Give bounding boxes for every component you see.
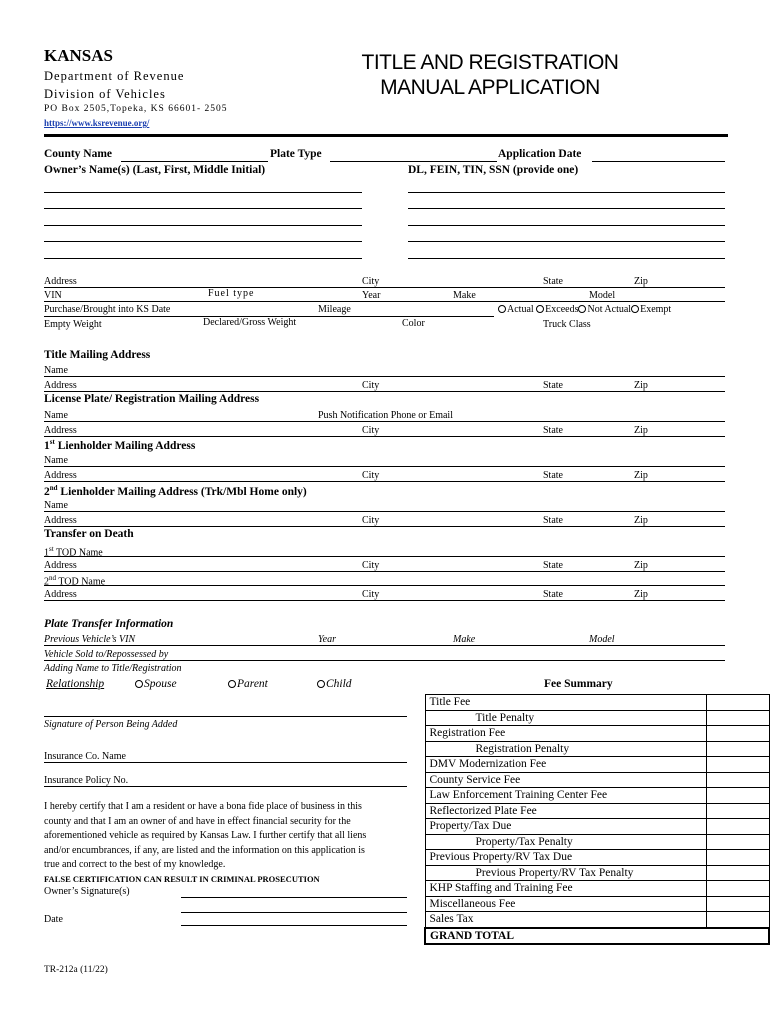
sold-to-field[interactable] [44,660,725,661]
prev-year-label: Year [318,634,336,645]
fee-row [425,726,769,742]
fee-row [425,788,769,804]
prev-vin-field[interactable] [44,645,725,646]
id-line[interactable] [408,192,725,193]
website-link[interactable]: https://www.ksrevenue.org/ [44,118,150,128]
fee-row [425,741,769,757]
form-title: TITLE AND REGISTRATION MANUAL APPLICATION [361,51,619,99]
address-field[interactable] [44,391,725,392]
purchase-date-label: Purchase/Brought into KS Date [44,304,171,315]
fee-row [425,865,769,881]
owner-line[interactable] [44,208,362,209]
fee-label: DMV Modernization Fee [425,757,706,773]
spouse-option[interactable]: Spouse [135,678,177,690]
address-label: Address [44,425,77,436]
address-label: Address [44,515,77,526]
header-divider [44,134,728,137]
parent-option[interactable]: Parent [228,678,268,690]
name-label: Name [44,455,68,466]
fee-label: Property/Tax Due [425,819,706,835]
division: Division of Vehicles [44,87,166,101]
address-field[interactable] [44,481,725,482]
state-label: State [543,560,563,571]
fee-summary-heading: Fee Summary [544,678,613,690]
date-field[interactable] [181,925,407,926]
fee-label: Registration Fee [425,726,706,742]
fee-row [425,803,769,819]
fee-label: County Service Fee [425,772,706,788]
signature-added-label: Signature of Person Being Added [44,719,178,730]
owner-line[interactable] [44,241,362,242]
fee-row [425,772,769,788]
id-line[interactable] [408,208,725,209]
insurance-policy-field[interactable] [44,786,407,787]
empty-weight-label: Empty Weight [44,319,102,330]
zip-label: Zip [634,515,648,526]
name-label: Name [44,410,68,421]
fee-amount-field[interactable] [706,772,769,788]
signature-added-field[interactable] [44,716,407,717]
title-mailing-heading: Title Mailing Address [44,349,151,361]
owner-line[interactable] [44,192,362,193]
state-label: State [543,276,563,287]
relationship-label: Relationship [46,678,105,690]
owner-signature-label: Owner’s Signature(s) [44,886,130,897]
address-field[interactable] [44,571,725,572]
county-label: County Name [44,148,113,160]
name-label: Name [44,365,68,376]
truck-class-label: Truck Class [543,319,591,330]
false-cert-warning: FALSE CERTIFICATION CAN RESULT IN CRIMINAL PROSECUTION [44,874,320,884]
lienholder1-heading: 1st Lienholder Mailing Address [44,438,196,452]
fee-row [425,896,769,912]
owner-signature-field[interactable] [181,897,407,898]
fee-amount-field[interactable] [706,865,769,881]
zip-label: Zip [634,425,648,436]
name-field[interactable] [44,511,725,512]
fee-amount-field[interactable] [706,726,769,742]
fee-row [425,912,769,928]
zip-label: Zip [634,380,648,391]
fee-row [425,850,769,866]
state-label: State [543,380,563,391]
owner-line[interactable] [44,225,362,226]
plate-mailing-heading: License Plate/ Registration Mailing Address [44,393,260,405]
state-label: State [543,515,563,526]
state-label: State [543,425,563,436]
owner-line[interactable] [44,258,362,259]
push-notification-label: Push Notification Phone or Email [318,410,453,421]
address-label: Address [44,589,77,600]
grand-total-label[interactable]: GRAND TOTAL [425,928,769,945]
fee-label: Title Fee [425,695,706,711]
fee-amount-field[interactable] [706,834,769,850]
address-label: Address [44,470,77,481]
odometer-options[interactable]: Actual Exceeds Not Actual Exempt [498,304,671,315]
spouse-radio-icon[interactable] [135,680,143,688]
city-label: City [362,560,380,571]
fee-amount-field[interactable] [706,803,769,819]
fee-amount-field[interactable] [706,912,769,928]
fee-amount-field[interactable] [706,695,769,711]
fee-amount-field[interactable] [706,881,769,897]
address-label: Address [44,380,77,391]
city-label: City [362,470,380,481]
owners-label: Owner’s Name(s) (Last, First, Middle Initial) [44,164,266,176]
prev-make-label: Make [453,634,476,645]
year-label: Year [362,290,381,301]
fee-amount-field[interactable] [706,896,769,912]
agency-name: KANSAS [44,46,113,65]
fee-amount-field[interactable] [706,741,769,757]
fee-amount-field[interactable] [706,788,769,804]
address-field[interactable] [44,436,725,437]
grand-total-row [425,928,769,945]
state-label: State [543,589,563,600]
state-label: State [543,470,563,481]
city-label: City [362,425,380,436]
zip-label: Zip [634,276,648,287]
city-label: City [362,276,380,287]
address-field[interactable] [44,600,725,601]
fee-row [425,834,769,850]
model-label: Model [589,290,616,301]
child-option[interactable]: Child [317,678,352,690]
not-actual-radio-icon[interactable] [578,305,586,313]
fee-label: Previous Property/RV Tax Due [425,850,706,866]
color-label: Color [402,318,425,329]
form-id: TR-212a (11/22) [44,965,108,975]
id-line[interactable] [408,241,725,242]
fee-label: Previous Property/RV Tax Penalty [425,865,706,881]
exceeds-radio-icon[interactable] [536,305,544,313]
fee-label: Law Enforcement Training Center Fee [425,788,706,804]
address-label: Address [44,276,77,287]
make-label: Make [453,290,476,301]
fee-amount-field[interactable] [706,710,769,726]
vin-label: VIN [44,290,62,301]
id-line[interactable] [408,258,725,259]
insurance-name-label: Insurance Co. Name [44,751,126,762]
fee-amount-field[interactable] [706,850,769,866]
gross-weight-label: Declared/Gross Weight [203,317,297,328]
id-line[interactable] [408,225,725,226]
fee-label: Registration Penalty [425,741,706,757]
prev-model-label: Model [589,634,615,645]
tod1-name-field[interactable] [44,556,725,557]
fee-summary-table [424,694,770,945]
insurance-policy-label: Insurance Policy No. [44,775,129,786]
address-field[interactable] [44,287,725,288]
vin-field[interactable] [44,301,725,302]
city-label: City [362,380,380,391]
tod-heading: Transfer on Death [44,528,134,540]
tod2-name-label: 2nd TOD Name [44,574,106,588]
plate-type-label: Plate Type [270,148,322,160]
plate-transfer-heading: Plate Transfer Information [44,618,174,630]
department: Department of Revenue [44,69,185,83]
fee-label: Property/Tax Penalty [425,834,706,850]
address-label: Address [44,560,77,571]
actual-radio-icon[interactable] [498,305,506,313]
adding-name-label: Adding Name to Title/Registration [44,663,182,674]
fee-label: Miscellaneous Fee [425,896,706,912]
name-field[interactable] [44,466,725,467]
fee-label: Title Penalty [425,710,706,726]
exempt-radio-icon[interactable] [631,305,639,313]
name-label: Name [44,500,68,511]
address-field[interactable] [44,526,725,527]
owner-signature-field-2[interactable] [181,912,407,913]
certification-text: I hereby certify that I am a resident or have a bona fide place of business in this county and that I am an owner of and have in effect financial security for the aforementioned vehicle as required by Kansas Law. I further certify that all liens and/or encumbrances, if any, are listed and the information on this application is true and correct to the best of my knowledge. [44,801,367,870]
fee-row [425,710,769,726]
id-label: DL, FEIN, TIN, SSN (provide one) [408,164,579,176]
fuel-label: Fuel type [208,288,255,299]
fee-row [425,695,769,711]
fee-label: Reflectorized Plate Fee [425,803,706,819]
mailing-address: PO Box 2505,Topeka, KS 66601- 2505 [44,104,228,114]
tod1-name-label: 1st TOD Name [44,545,103,559]
sold-to-label: Vehicle Sold to/Repossessed by [44,649,169,660]
tod2-name-field[interactable] [44,585,725,586]
zip-label: Zip [634,589,648,600]
county-field[interactable] [121,161,268,162]
fee-row [425,881,769,897]
fee-row [425,819,769,835]
prev-vin-label: Previous Vehicle’s VIN [44,634,136,645]
app-date-label: Application Date [498,148,582,160]
mileage-label: Mileage [318,304,351,315]
fee-amount-field[interactable] [706,757,769,773]
child-radio-icon[interactable] [317,680,325,688]
app-date-field[interactable] [592,161,725,162]
city-label: City [362,515,380,526]
date-label: Date [44,914,63,925]
fee-label: KHP Staffing and Training Fee [425,881,706,897]
city-label: City [362,589,380,600]
zip-label: Zip [634,560,648,571]
parent-radio-icon[interactable] [228,680,236,688]
lienholder2-heading: 2nd Lienholder Mailing Address (Trk/Mbl Home only) [44,484,307,498]
name-field[interactable] [44,421,725,422]
plate-type-field[interactable] [330,161,497,162]
name-field[interactable] [44,376,725,377]
fee-label: Sales Tax [425,912,706,928]
zip-label: Zip [634,470,648,481]
insurance-name-field[interactable] [44,762,407,763]
fee-amount-field[interactable] [706,819,769,835]
fee-row [425,757,769,773]
